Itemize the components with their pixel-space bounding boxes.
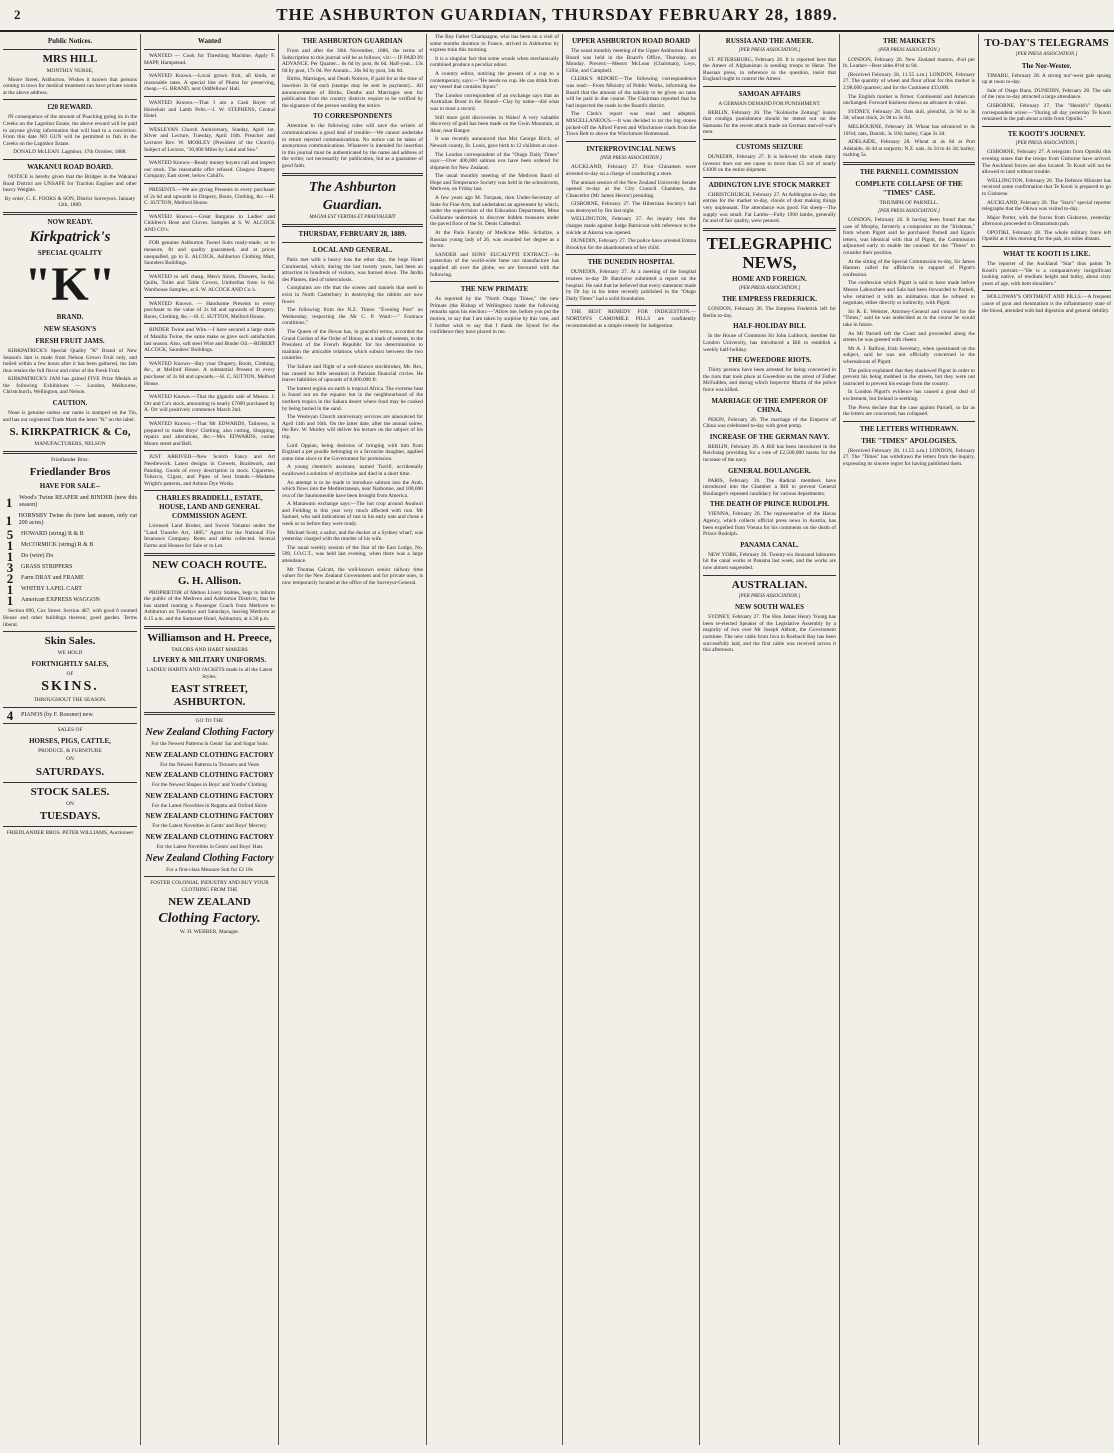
tele-head: MARRIAGE OF THE EMPEROR OF CHINA. (711, 396, 828, 414)
tele-text: BERLIN, February 26. A Bill has been introduced in the Reichstag providing for a vote of £2,500,000 marks for the increase of the navy. (703, 443, 836, 463)
new-primate-title: THE NEW PRIMATE (460, 285, 529, 294)
news-paragraph: Paris met with a heavy loss the other day, the huge Hotel Continental, which, during the last twenty years, had been an attraction to hundreds of visitors, was burned down. The Jardin des Plantes, died of tuberculosis. (282, 257, 423, 283)
guardian-top-title: THE ASHBURTON GUARDIAN (302, 37, 403, 45)
nurse-text: Moore Street, Ashburton, Wishes it known that persons coming to town for medical treatment can have private rooms at the above address. (3, 76, 137, 96)
te-kooti-title: TE KOOTI'S JOURNEY. (1007, 129, 1086, 138)
clerk-report-text: CLERK'S REPORT.—The following correspondence was read:—From Ministry of Public Works, informing the Board that the amount of the subsidy to be given on rates will be paid in due course. The Chairman reported that he had inspected the roads in the Board's district. (566, 76, 696, 109)
samoan-text: BERLIN, February 26. The "Kolnische Zeitung" insists that condign punishment should be meted out on the Samoans for the recent attack made on German men-of-war's men. (703, 109, 836, 136)
allison-title: G. H. Allison. (177, 574, 242, 587)
board-title: WAKANUI ROAD BOARD. (27, 162, 113, 171)
sale-item: 1 Do (wire) Do (6, 549, 54, 565)
tele-head: THE GWEEDORE RIOTS. (727, 356, 812, 365)
tele-text: NEW YORK, February 26. Twenty-six thousand labourers hit the canal works at Panama last week, and the works are now almost suspended. (703, 551, 836, 571)
livestock-text: CHRISTCHURCH, February 27. At Addington to-day, the entries for the market to-day, clouds of dust making things very unpleasant. The attendance was good. Fat sheep—The supply was small. Fat Lambs—Fully 1900 lambs, generally fat and of fair quality, were penned. (703, 191, 836, 225)
norwester-title: The Nor-Wester. (1021, 61, 1072, 70)
page-number: 2 (14, 7, 22, 22)
wanted-ad: WANTED Known.—That I am a Cash Buyer of Horsehair and Lamb Pelts.—J. W. STEPHENS, Central Hotel. (144, 99, 275, 120)
telegraphic-news-sub: HOME AND FOREIGN. (732, 274, 807, 283)
produce: PRODUCE, & FURNITURE (38, 747, 102, 754)
australian-sub: [PER PRESS ASSOCIATION.] (738, 593, 801, 599)
friedlander-sign: FRIEDLANDER BROS. PETER WILLIAMS, Auctioneer (6, 830, 134, 837)
news-paragraph: It was recently announced that Mrs George Birch, of Newark county, St. Louis, gave birth to 12 children at once. (430, 136, 559, 149)
parnell-paragraph: Sir R. E. Webster, Attorney-General and counsel for the "Times," said he was undecided as to the course he would take in future. (843, 308, 975, 328)
subscription-text: From and after the 30th November, 1886, the terms of Subscription to this journal will be as follows, viz:— IF PAID IN ADVANCE. Per Quarter... 6s 6d by post, 8s 6d. Half-year... 13s 0d by post, 17s 0d. Per Annum... 26s 0d by post, 34s 0d. (282, 48, 423, 74)
tele-text: LONDON, February 26. The Empress Frederick left for Berlin to-day. (703, 306, 836, 319)
nzcf-line: NEW ZEALAND CLOTHING FACTORY (145, 812, 274, 821)
news-paragraph: At the Paris Faculty of Medicine Mlle. Schultze, a Russian young lady of 26, was awarded her degree as a doctor. (430, 230, 559, 250)
telegram-paragraph: AUCKLAND, February 28. The "Star's" special reporter telegraphs that the Ohiwa was visited to-day. (982, 199, 1111, 213)
wanted-ad: WANTED Known—Ready money buyers call and inspect our stock. The reasonable offer refused. Glasgow Drapery Company, East street, below Cahill's. (144, 160, 275, 180)
news-paragraph: SANDER and SONS' EUCALYPTI EXTRACT.—In protection of the world-wide fame our manufacture has supplied all over the globe, we are favoured with the following. (430, 251, 559, 278)
nsw-title: NEW SOUTH WALES (735, 603, 804, 612)
season: THROUGHOUT THE SEASON. (33, 697, 107, 704)
nzcf-line: NEW ZEALAND CLOTHING FACTORY (145, 750, 274, 759)
k-brand-mark: "K" (24, 257, 116, 311)
holloway-ad: HOLLOWAY'S OINTMENT AND PILLS.—A frequent cause of gout and rheumatism is the inflammatory state of the blood, attended with bad digestion and general debility. (982, 294, 1111, 314)
correspondents-text: Attention to the following rules will save the writers of communications a good deal of trouble:—We cannot undertake to return rejected communications. No notice can be taken of anonymous communications. Whatever is intended for insertion in this journal must be authenticated by the name and address of the writer, not necessarily for publication, but as a guarantee of good faith. (282, 123, 423, 169)
nzcf-final: New Zealand Clothing Factory (145, 852, 274, 864)
what-te-kooti-text: The reporter of the Auckland "Star" thus paints Te Kooti's portrait:—"He is a comparatively insignificant looking native, of medium height and bulky, about sixty years of age, with bent shoulders." (982, 261, 1111, 287)
news-paragraph: Michael Scott, a sailor, and the docker at a Sydney wharf, was yesterday charged with the murder of his wife. (282, 529, 423, 543)
wanted-ad: WANTED Known.—Great Bargains in Ladies' and Children's Hose and Gloves. Samples at S. W. ALCOCK AND CO's. (144, 213, 275, 233)
stock-sales: STOCK SALES. (30, 785, 110, 798)
of-label: OF (66, 670, 74, 677)
telegram-paragraph: OPOTIKI, February 28. The whole military force left Opotiki at 4 this morning for the pah, six miles distant. (982, 229, 1111, 243)
telegram-paragraph: WELLINGTON, February 28. The Defence Minister has received some confirmation that Te Kooti is prepared to go to Gisborne. (982, 177, 1111, 197)
we-hold: WE HOLD (57, 650, 83, 657)
piano-item: 4 PIANOS (by F. Roesner) new. (6, 708, 94, 723)
interprovincial-sub: [PER PRESS ASSOCIATION.] (600, 155, 662, 161)
parnell-paragraph: Mr A. J. Balfour, Irish Secretary, when questioned on the subject, said he was not officially concerned in the whereabouts of Pigott. (843, 345, 975, 365)
wanted-ad: WANTED Known.—That the gigantic sale of Messrs. J. Orr and Co's stock, amounting to nearly £7000 purchased by A. Orr will positively commence March 2nd. (144, 394, 275, 414)
news-paragraph: A young chemist's assistant, named Turrill, accidentally swallowed a solution of strychnine and died in a short time. (282, 464, 423, 477)
sale-item: 1 WHITBY LAPEL CART (6, 582, 82, 598)
section-text: Section 890, Cox Street. Section 487, with good 6 roomed House and other buildings thereon; good garden. Terms liberal. (3, 608, 137, 628)
news-paragraph: The London correspondent of an exchange says that an Australian Brunt in the Strand—Clay by name—did what was to most a record. (430, 92, 559, 112)
news-paragraph: A Manawatu exchange says:—The hot crop around Awahuri and Feilding is this year very much affected with rust. Mr Samuel, who said indications of rust in his early oats and chose a week or so before they were ready. (282, 501, 423, 528)
now-ready: NOW READY. (47, 217, 93, 226)
tele-text: PARIS, February 26. The Radical members have introduced into the Chamber a Bill to prevent General Boulanger's repeated candidacy for various departments. (703, 477, 836, 497)
sale-item: 3 GRASS STRIPPERS (6, 560, 73, 576)
wanted-ad: PRESENTS.—We are giving Presents to every purchaser of 2s 6d and upwards in Drapery, Boots, Clothing, &c.—H. C. SUTTON, Melford House. (144, 186, 275, 207)
braddell-title: CHARLES BRADDELL, ESTATE, HOUSE, LAND AND GENERAL COMMISSION AGENT. (156, 494, 263, 521)
nurse-sub: MONTHLY NURSE, (46, 68, 94, 74)
webber-sign: W. H. WEBBER, Manager. (179, 929, 240, 936)
tele-head: INCREASE OF THE GERMAN NAVY. (709, 432, 830, 441)
williamson-title: Williamson and H. Preece, (147, 631, 272, 644)
horses: HORSES, PIGS, CATTLE, (29, 736, 111, 745)
te-kooti-sub: [PER PRESS ASSOCIATION.] (1015, 140, 1078, 146)
tele-text: PEKIN, February 26. The marriage of the Emperor of China was celebrated to-day with great pomp. (703, 416, 836, 430)
new-primate-text: As reported by the "North Otago Times," the new Primate (the Bishop of Wellington) made the following remarks upon his election:—"Allow me, before you put the motion, to say that I am taken by surprise by this vote, and I further wish to say that I thank the Synod for the confidence they have placed in me. (430, 296, 559, 336)
clothing-factory: Clothing Factory. (158, 911, 261, 927)
nurse-title: MRS HILL (42, 53, 98, 65)
nzcf-line: NEW ZEALAND CLOTHING FACTORY (145, 771, 274, 780)
reward-title: £20 REWARD. (47, 103, 93, 112)
nzcf-line: For the Latest Novelties in Gents' and Boys' Hats (156, 843, 263, 850)
russia-text: ST. PETERSBURG, February 26. It is reported here that the Ameer of Afghanistan is sending troops to Herat. The Russian press, in reference to the question, insist that England ought to control the Ameer. (703, 56, 836, 83)
interprovincial-title: INTERPROVINCIAL NEWS (586, 144, 676, 153)
reward-sign: DONALD McLEAN. Lagmhor, 17th October, 1888. (13, 149, 127, 156)
road-board-text: The usual monthly meeting of the Upper Ashburton Road Board was held in the Board's Office, Thursday, on Monday. Present:—Messrs McLean (Chairman), Leys, Gillie, and Campbell. (566, 48, 696, 74)
news-paragraph: Still more gold discoveries in Wales! A very valuable discovery of gold has been made on the Gwin Mountain, at Abar, near Bangor. (430, 114, 559, 134)
news-paragraph: It is a singular fact that some woods when mechanically combined produce a peculiar odour. (430, 55, 559, 69)
allison-text: PROPRIETOR of Melton Livery Stables, begs to inform the public of the Methven and Ashburton Districts, that he has started running a Passenger Coach from Methven to Ashburton on Tuesdays and Saturdays, leaving Methven at 8.15 a.m. and the Somerset Hotel, Ashburton, at 4.30 p.m. (144, 589, 275, 623)
telegraphic-news-title: TELEGRAPHIC NEWS, (706, 233, 833, 272)
kirkpatrick-text-2: KIRKPATRICK'S JAM has gained FIVE Prize Medals at the following Exhibitions — London, Melbourne, Christchurch, Wellington, and Nelson. (3, 376, 137, 396)
news-paragraph: The following from the N.Z. Times: "Evening Post" on Wednesday, respecting the Mr C. P. Ward:—" Footrace conditions." (282, 307, 423, 327)
guardian-date: THURSDAY, FEBRUARY 28, 1889. (298, 230, 407, 239)
telegram-paragraph: TIMARU, February 28. A strong nor'-west gale sprang up at noon to-day. (982, 72, 1111, 86)
column-2 (140, 34, 278, 1445)
what-te-kooti-title: WHAT TE KOOTI IS LIKE. (1002, 250, 1091, 259)
samoan-title: SAMOAN AFFAIRS (738, 89, 801, 98)
sale-item: 1 Wood's Twine REAPER and BINDER (new this season) (5, 494, 137, 510)
guardian-motto: MAGNA EST VERITAS ET PRAEVALEBIT (309, 214, 396, 220)
on-label-2: ON (66, 800, 74, 807)
market-paragraph: LONDON, February 26. New Zealand mutton, 4¼d per lb. Leather—Best sides 8½d to 9d. (843, 56, 975, 70)
parnell-paragraph: LONDON, February 26. It having been found that the case of Murphy, formerly a compositor on the "Irishman," from whom Pigott said he purchased Parnell and Egan's letters, was identical with that of Pigott, the Commission adjourned early to enable the counsel for the "Times" to consider their position. (843, 217, 975, 257)
williamson-sub: TAILORS AND HABIT MAKERS (171, 646, 248, 653)
news-paragraph: An attempt is to be made to introduce salmon into the Arab, which flows into the Mediterranean, near Narbonne, and 100,000 ova of the Saumoneoide have been brought from America. (282, 479, 423, 499)
markets-sub: (PER PRESS ASSOCIATION.) (878, 48, 940, 53)
market-paragraph: MELBOURNE, February 28. Wheat has advanced to 4s 10½d; oats, Danish, 3s 10d; barley, Cape 3s 3d. (843, 123, 975, 137)
news-paragraph: Complaints are rife that the scenes and tunnels that used to exist in North Canterbury in destroying the rabbits are now fewer. (282, 285, 423, 305)
kirkpatrick-company-sub: MANUFACTURERS, NELSON (34, 441, 106, 448)
parnell-press: [PER PRESS ASSOCIATION.] (878, 208, 940, 214)
market-paragraph: ADELAIDE, February 28. Wheat at 4s 6d at Port Adelaide, 4s 4d at outports; N.Z. oats, 4s 2d to 4s 3d; barley, malting 5s. (843, 139, 975, 159)
news-paragraph: The annual session of the New Zealand University Senate opened to-day at the City Council Chambers, the Chancellor (Mr James Hector) presiding. (566, 179, 696, 199)
tele-text: In the House of Commons Sir John Lubbock, member for London University, has introduced a Bill to establish a weekly half-holiday. (703, 333, 836, 353)
tele-head: THE DEATH OF PRINCE RUDOLPH. (709, 500, 830, 509)
news-paragraph: DUNEDIN, February 27. The police have arrested Emma Brooklyn for the abandonment of her child. (566, 238, 696, 251)
public-notices-heading: Public Notices. (47, 37, 93, 45)
misc-text: The Clerk's report was read and adopted. MISCELLANEOUS.—It was decided to tar the big stones picked-off the Alford Forest and Winchmore roads from the Town Belt to above the Winchmore Homestead. (566, 111, 696, 138)
parnell-paragraph: The police explained that they shadowed Pigott in order to prevent his being mobbed in the streets, but they were not instructed to prevent his escape from the country. (843, 367, 975, 387)
kirkpatrick-sub: SPECIAL QUALITY (37, 248, 103, 257)
sale-items (3, 494, 137, 609)
tuesdays: TUESDAYS. (39, 810, 101, 823)
news-paragraph: The Wesleyan Church anniversary services are announced for April 14th and 16th. On the latter date, after the annual soiree, the Rev. W. Morley will deliver his lecture on the subject of his trip. (282, 414, 423, 440)
masthead (0, 0, 1114, 32)
wanted-ad: WANTED Known. — Handsome Presents to every purchaser to the value of 2s 6d and upwards of Drapery, Boots, Clothing, &c.—H. C. SUTTON, Melford House. (144, 300, 275, 320)
kirkpatrick-title: Kirkpatrick's (29, 228, 111, 245)
todays-telegrams-sub: [PER PRESS ASSOCIATION.] (1015, 52, 1078, 57)
tele-text: VIENNA, February 26. The representative of the Havas Agency, which collects official press news in Austria, has been expelled from Vienna for his comments on the death of Prince Rudolph. (703, 511, 836, 538)
correspondents-title: TO CORRESPONDENTS (312, 112, 393, 121)
wanted-ad: WANTED Known.—Local grown fruit, all kinds, at reasonable rates. A special line of Plums for preserving, cheap.—G. BRAND, next Oddfellows' Hall. (144, 73, 275, 93)
news-paragraph: The usual monthly meeting of the Methven Band of Hope and Temperance Society was held in the schoolroom, Methven, on Friday last. (430, 173, 559, 193)
russia-sub: [PER PRESS ASSOCIATION.] (738, 48, 801, 53)
sale-item: 1 American EXPRESS WAGGON (6, 593, 100, 609)
news-paragraph: The Boy Father Champagne, who has been on a visit of some months duration to France, arrived in Ashburton by express train this morning. (430, 34, 559, 54)
measure-suit: For a first-class Measure Suit for £2 10s (166, 866, 253, 873)
wanted-ad: JUST ARRIVED—New Scotch Fancy and Art Needlework. Latest designs in Crewels, Braidwork, and Painting. Goods of every description in stock. Cigarettes, Tobacco, Cigars, and Pipes of best brands.—Madame Wright's patterns, and Ashton Dye Works. (144, 454, 275, 487)
road-board-title: UPPER ASHBURTON ROAD BOARD (571, 37, 691, 45)
news-paragraph: The Queen of the Hovas has, in graceful terms, accorded the Grand Cordon of the Order of Honor, as a mark of esteem, to the President of the French Republic for his determination to maintain the amicable relations which subsist between the two countries. (282, 329, 423, 362)
customs-text: DUNEDIN, February 27. It is believed the whole dairy investor does not see cause to more than £5 out of nearly £1000 on the entire shipment. (703, 153, 836, 174)
friedlander-sale: HAVE FOR SALE-- (39, 482, 101, 491)
wanted-ad: WANTED to sell cheap, Men's Shirts, Drawers, Socks, Quilts, Toilet and Table Covers, Umbrellas from 1s 6d. Warehouse Samples, at S. W. ALCOCK AND Co.'s. (144, 273, 275, 294)
nsw-text: SYDNEY, February 27. The Hon James Henry Young has been re-elected Speaker of the Legislative Assembly by a majority of two over Mr Joseph Abbott, the Government nominee. The new cable from Java to Roebuck Bay has been successfully laid, and the first cable was received across it this afternoon. (703, 614, 836, 654)
telegram-paragraph: GISBORNE, February 27. A telegram from Opotiki this evening states that the troops from Gisborne have arrived. The Auckland forces are also located. Te Kooti will not be allowed to land without trouble. (982, 149, 1111, 176)
parnell-paragraph: In London Pigott's evidence has caused a great deal of excitement, but Ireland is seething. (843, 389, 975, 402)
column-6 (699, 34, 839, 1445)
market-paragraph: (Received February 28, 11.55 a.m.) LONDON, February 27. The quantity of wheat and flour afloat for this market is 2,98,000 quarters; and for the Continent 433,000. (843, 71, 975, 91)
parnell-sub: COMPLETE COLLAPSE OF THE "TIMES" CASE. (855, 179, 963, 197)
market-paragraph: The English market is firmer. Continental and American unchanged. Forward business shows an advance in value. (843, 93, 975, 107)
tele-head: PANAMA CANAL. (740, 540, 799, 549)
nzcf-line: For the Newest Patterns in Trousers and Vests (160, 761, 259, 768)
news-paragraph: The hottest region on earth is tropical Africa. The extreme heat is found not on the equator but in the neighbourhood of the northern tropics in the Sahara desert where food may be cooked by being buried in the sand. (282, 385, 423, 412)
column-1 (0, 34, 140, 1445)
parnell-title: THE PARNELL COMMISSION (859, 167, 959, 176)
news-paragraph: WELLINGTON, February 27. An inquiry into the charges made against Judge Barnicoat with reference to the suicide at Akaroa was opened. (566, 216, 696, 236)
wanted-ad: WANTED Known.—That Mr EDWARDS, Tailoress, is prepared to make Boys' Clothing, also cutting, Shopping, repairs and alterations, &c.—Mrs EDWARDS, corner Moore street and Bell. (144, 420, 275, 447)
customs-title: CUSTOMS SEIZURE (736, 142, 803, 151)
column-8 (978, 34, 1114, 1445)
times-apologises-text: (Received February 28, 11.55 a.m.) LONDON, February 27. The "Times" has withdrawn the letters from the inquiry, expressing its sincere regret for having published them. (843, 447, 975, 467)
parnell-triumph: TRIUMPH OF PARNELL. (879, 199, 939, 206)
nzcf-line: For the Latest Novelties in Gents' and Boys' Mercery (152, 823, 267, 830)
samoan-sub: A GERMAN DEMAND FOR PUNISHMENT. (718, 100, 821, 107)
nzcf-line: For the Latest Novelties in Regatta and Oxford Shirts (151, 802, 268, 809)
australian-title: AUSTRALIAN. (731, 578, 808, 591)
go-to: GO TO THE (195, 718, 224, 725)
tele-head: THE EMPRESS FREDERICK. (721, 295, 818, 304)
wanted-ad: WANTED — Cook for Threshing Machine. Apply F. MAPP, Hampstead. (144, 53, 275, 66)
sales-of: SALES OF (57, 727, 83, 733)
coach-title: NEW COACH ROUTE. (152, 558, 267, 571)
tele-text: Thirty persons have been arrested for being concerned in the riots that took place at Gweedore on the arrest of Father McFadden, and during which Inspector Martin of the police force was killed. (703, 367, 836, 394)
sale-item: 1 McCORMICK (string) R & B (6, 538, 94, 554)
news-paragraph: GISBORNE, February 27. The Hibernian Society's hall was destroyed by fire last night. (566, 201, 696, 214)
fortnightly: FORTNIGHTLY SALES, (31, 659, 109, 668)
livery: LIVERY & MILITARY UNIFORMS. (152, 656, 267, 665)
saturdays: SATURDAYS. (35, 765, 105, 778)
livestock-title: ADDINGTON LIVE STOCK MARKET (708, 180, 831, 189)
todays-telegrams-title: TO-DAY'S TELEGRAMS (984, 37, 1109, 49)
news-paragraph: Mr Thomas Calcutt, the well-known senior railway time valuer for the New Zealand Government and for private ones, is now temporarily located at the office of the Surveyor-General. (282, 566, 423, 586)
telegraphic-press: [PER PRESS ASSOCIATION.] (738, 285, 801, 291)
kirkpatrick-company: S. KIRKPATRICK & Co, (9, 426, 131, 439)
nzcf-line: NEW ZEALAND CLOTHING FACTORY (145, 832, 274, 841)
market-paragraph: SYDNEY, February 28. Oats dull, plentiful, 2s 9d to 3s 3d; wheat chick, 2s 9d to 3s 6d. (843, 108, 975, 122)
news-paragraph: The failure and flight of a well-known stockbroker, Mr. Rex, has caused no little sensation in Parisian financial circles. He leaves liabilities of upwards of 8,000,000 fr. (282, 364, 423, 384)
tele-head: GENERAL BOULANGER. (728, 466, 811, 475)
east-street: EAST STREET, ASHBURTON. (171, 683, 248, 709)
news-paragraph: A country editor, noticing the present of a cup to a contemporary, says:—"He needs no cup. He can drink from any vessel that contains liquor." (430, 70, 559, 91)
skins: SKINS. (41, 679, 99, 695)
column-7 (839, 34, 978, 1445)
telegram-paragraph: Major Porter, with the forces from Gisborne, yesterday afternoon proceeded to Omaramutu pah. (982, 214, 1111, 228)
wanted-ad: BINDER Twine and Wire.—I have secured a large stock of Manilla Twine, the same make as gave such satisfaction last season. Also, soft steel Wire and Binder Oil.—ROBERT ALCOCK, Saunders' Buildings. (144, 327, 275, 354)
column-4 (426, 34, 562, 1445)
friedlander-small: Friedlander Bros. (51, 456, 89, 463)
kirkpatrick-season: NEW SEASON'S (43, 324, 97, 333)
telegram-paragraph: Sale of Otago Runs. DUNEDIN, February 28. The sale of the runs to-day attracted a large attendance. (982, 87, 1111, 101)
hospital-title: THE DUNEDIN HOSPITAL (587, 258, 675, 267)
news-paragraph: Lord Oppian, being desirous of bringing with him from England a pet poodle belonging to a favourite daughter, applied some time since to the Government for permission. (282, 442, 423, 462)
foster-text: FOSTER COLONIAL INDUSTRY AND BUY YOUR CLOTHING FROM THE (150, 880, 269, 893)
parnell-paragraph: As Mr Parnell left the Court and proceeded along the streets he was greeted with cheers. (843, 330, 975, 344)
nz-big: NEW ZEALAND (168, 896, 251, 909)
markets-title: THE MARKETS (883, 37, 935, 45)
wanted-ad: WESLEYAN Church Anniversary, Sunday, April 1st. Silver and Lecture, Tuesday, April 16th. Preacher and Lecturer Rev. W. MORLEY (President of the Church). Subject of Lecture, "30,000 Miles by Land and Sea." (144, 126, 275, 153)
column-5 (562, 34, 699, 1445)
parnell-paragraph: The Press declare that the case against Parnell, so far as the letters are concerned, has collapsed. (843, 404, 975, 418)
births-text: Births, Marriages, and Death Notices, if paid for at the time of insertion 2s 6d each (stamps may be sent in payment)... All announcements of Births, Deaths and Marriages sent for publication from the country districts require to be verified by the signature of the person sending the notice. (282, 76, 423, 109)
kirkpatrick-brand: BRAND. (56, 312, 84, 321)
board-text: NOTICE is hereby given that the Bridges in the Wakanui Road District are UNSAFE for Traction Engines and other heavy Weights. (3, 173, 137, 194)
guardian-masthead: The Ashburton Guardian. (308, 179, 396, 213)
braddell-text: Licensed Land Broker, and Sworn Valuator under the "Land Transfer Act, 1885." Agent for the National Fire Insurance Company. Rents and debts collected. Several Farms and Houses for Sale or to Let. (144, 523, 275, 550)
news-paragraph: AUCKLAND, February 27. Four Chinamen were arrested to-day on a charge of conducting a store. (566, 164, 696, 177)
sale-item: 1 HORNSBY Twine do (new last season, only cut 200 acres) (5, 512, 137, 528)
letters-withdrawn-title: THE LETTERS WITHDRAWN. (859, 424, 959, 433)
caution-text: None is genuine unless our name is stamped on the Tin, and has our registered Trade Mark the letter "K" on the label. (3, 410, 137, 423)
parnell-paragraph: At the sitting of the Special Commission to-day, Sir James Hannen called for affidavits in support of Pigott's confession. (843, 258, 975, 278)
wanted-heading: Wanted (197, 37, 222, 45)
tele-head: HALF-HOLIDAY BILL (733, 322, 806, 331)
news-paragraph: The London correspondent of the "Otago Daily Times" says:—Over 400,000 salmon ova have been ordered for shipment for New Zealand. (430, 151, 559, 171)
local-general-title: LOCAL AND GENERAL. (312, 246, 393, 255)
friedlander-title: Friedlander Bros (29, 466, 111, 479)
nzcf-line: For the Newest Shapes in Boys' and Youths' Clothing (152, 782, 267, 789)
times-apologises-title: THE "TIMES" APOLOGISES. (861, 436, 957, 445)
on-label: ON (66, 756, 74, 763)
wanted-ad: FOR genuine Ashburton Tweed Suits ready-made, or to measure, fit and quality guaranteed, and at prices unequalled, go to E. ALCOCK, Ashburton Clothing Mart, Saunders Buildings. (144, 240, 275, 267)
nzcf-line: For the Newest Patterns in Gents' Sac and Sugar Suits (151, 741, 268, 747)
telegram-paragraph: GISBORNE, February 27. The "Herald's" Opotiki correspondent wires:—"During all day yesterday Te Kooti remained in the pah about a mile from Opotiki." (982, 102, 1111, 123)
wanted-ad: WANTED Known—Buy your Drapery, Boots, Clothing, &c., at Melford House. A substantial Present to every purchaser of 2s 6d and upwards.—H. C. SUTTON, Melford House. (144, 360, 275, 387)
column-3 (278, 34, 426, 1445)
hospital-text: DUNEDIN, February 27. At a meeting of the hospital trustees to-day Dr Batchelor submitted a report on the hospital. He said that he believed that every statement made by Dr Jay in his letter recently published in the "Otago Daily Times" had a solid foundation. (566, 269, 696, 302)
parnell-paragraph: The confession which Pigott is said to have made before Messrs Labouchere and Sala had been forwarded to Parnell, who returned it with an intimation that he refused to negotiate, either directly or indirectly, with Pigott. (843, 280, 975, 307)
sale-item: 2 Farm DRAY and FRAME (6, 571, 84, 587)
kirkpatrick-text-1: KIRKPATRICK'S Special Quality "K" Brand of New Season's Jam is made from Nelson Grown Fruit only, and boiled within a few hours after it has been gathered, the Jam thus retains the full flavor and color of the Fresh Fruit. (3, 347, 137, 374)
remedy-ad: THE BEST REMEDY FOR INDIGESTION.—NORTON'S CAMOMILE PILLS are confidently recommended as a simple remedy for indigestion. (566, 309, 696, 329)
masthead-title: THE ASHBURTON GUARDIAN, THURSDAY FEBRUARY 28, 1889. (276, 5, 838, 24)
sale-item: 5 HOWARD (string) R & B (6, 527, 84, 543)
kirkpatrick-fresh: FRESH FRUIT JAMS. (35, 336, 105, 345)
nzcf-title: New Zealand Clothing Factory (145, 727, 274, 738)
news-paragraph: The usual weekly session of the Star of the East Lodge, No. 509, I.O.G.T., was held last evening, when there was a large attendance. (282, 544, 423, 565)
skin-sales-title: Skin Sales. (44, 635, 96, 648)
reward-text: IN consequence of the amount of Poaching going on in the Creeks on the Lagmhor Estate, the above reward will be paid to anyone giving information that will lead to a conviction. From this date NO GUN will be permitted to fish in the Creeks on the Lagmhor Estate. (3, 114, 137, 147)
ladies-habits: LADIES' HABITS AND JACKETS made in all the Latest Styles. (146, 667, 273, 680)
nzcf-line: NEW ZEALAND CLOTHING FACTORY (145, 791, 274, 800)
news-paragraph: A few years ago M. Turquan, then Under-Secretary of State for Fine Arts, had undertaken an agreement by which, under the supervision of the Education Department, Mme Guillaume undertook to discover hidden treasures under the paved floor of the St. Denis Cathedral. (430, 195, 559, 228)
russia-title: RUSSIA AND THE AMEER. (725, 37, 814, 45)
caution-title: CAUTION. (52, 399, 88, 408)
board-sign: By order, C. E. FOOKS & SON, District Surveyors. January 12th, 1889. (4, 195, 136, 209)
